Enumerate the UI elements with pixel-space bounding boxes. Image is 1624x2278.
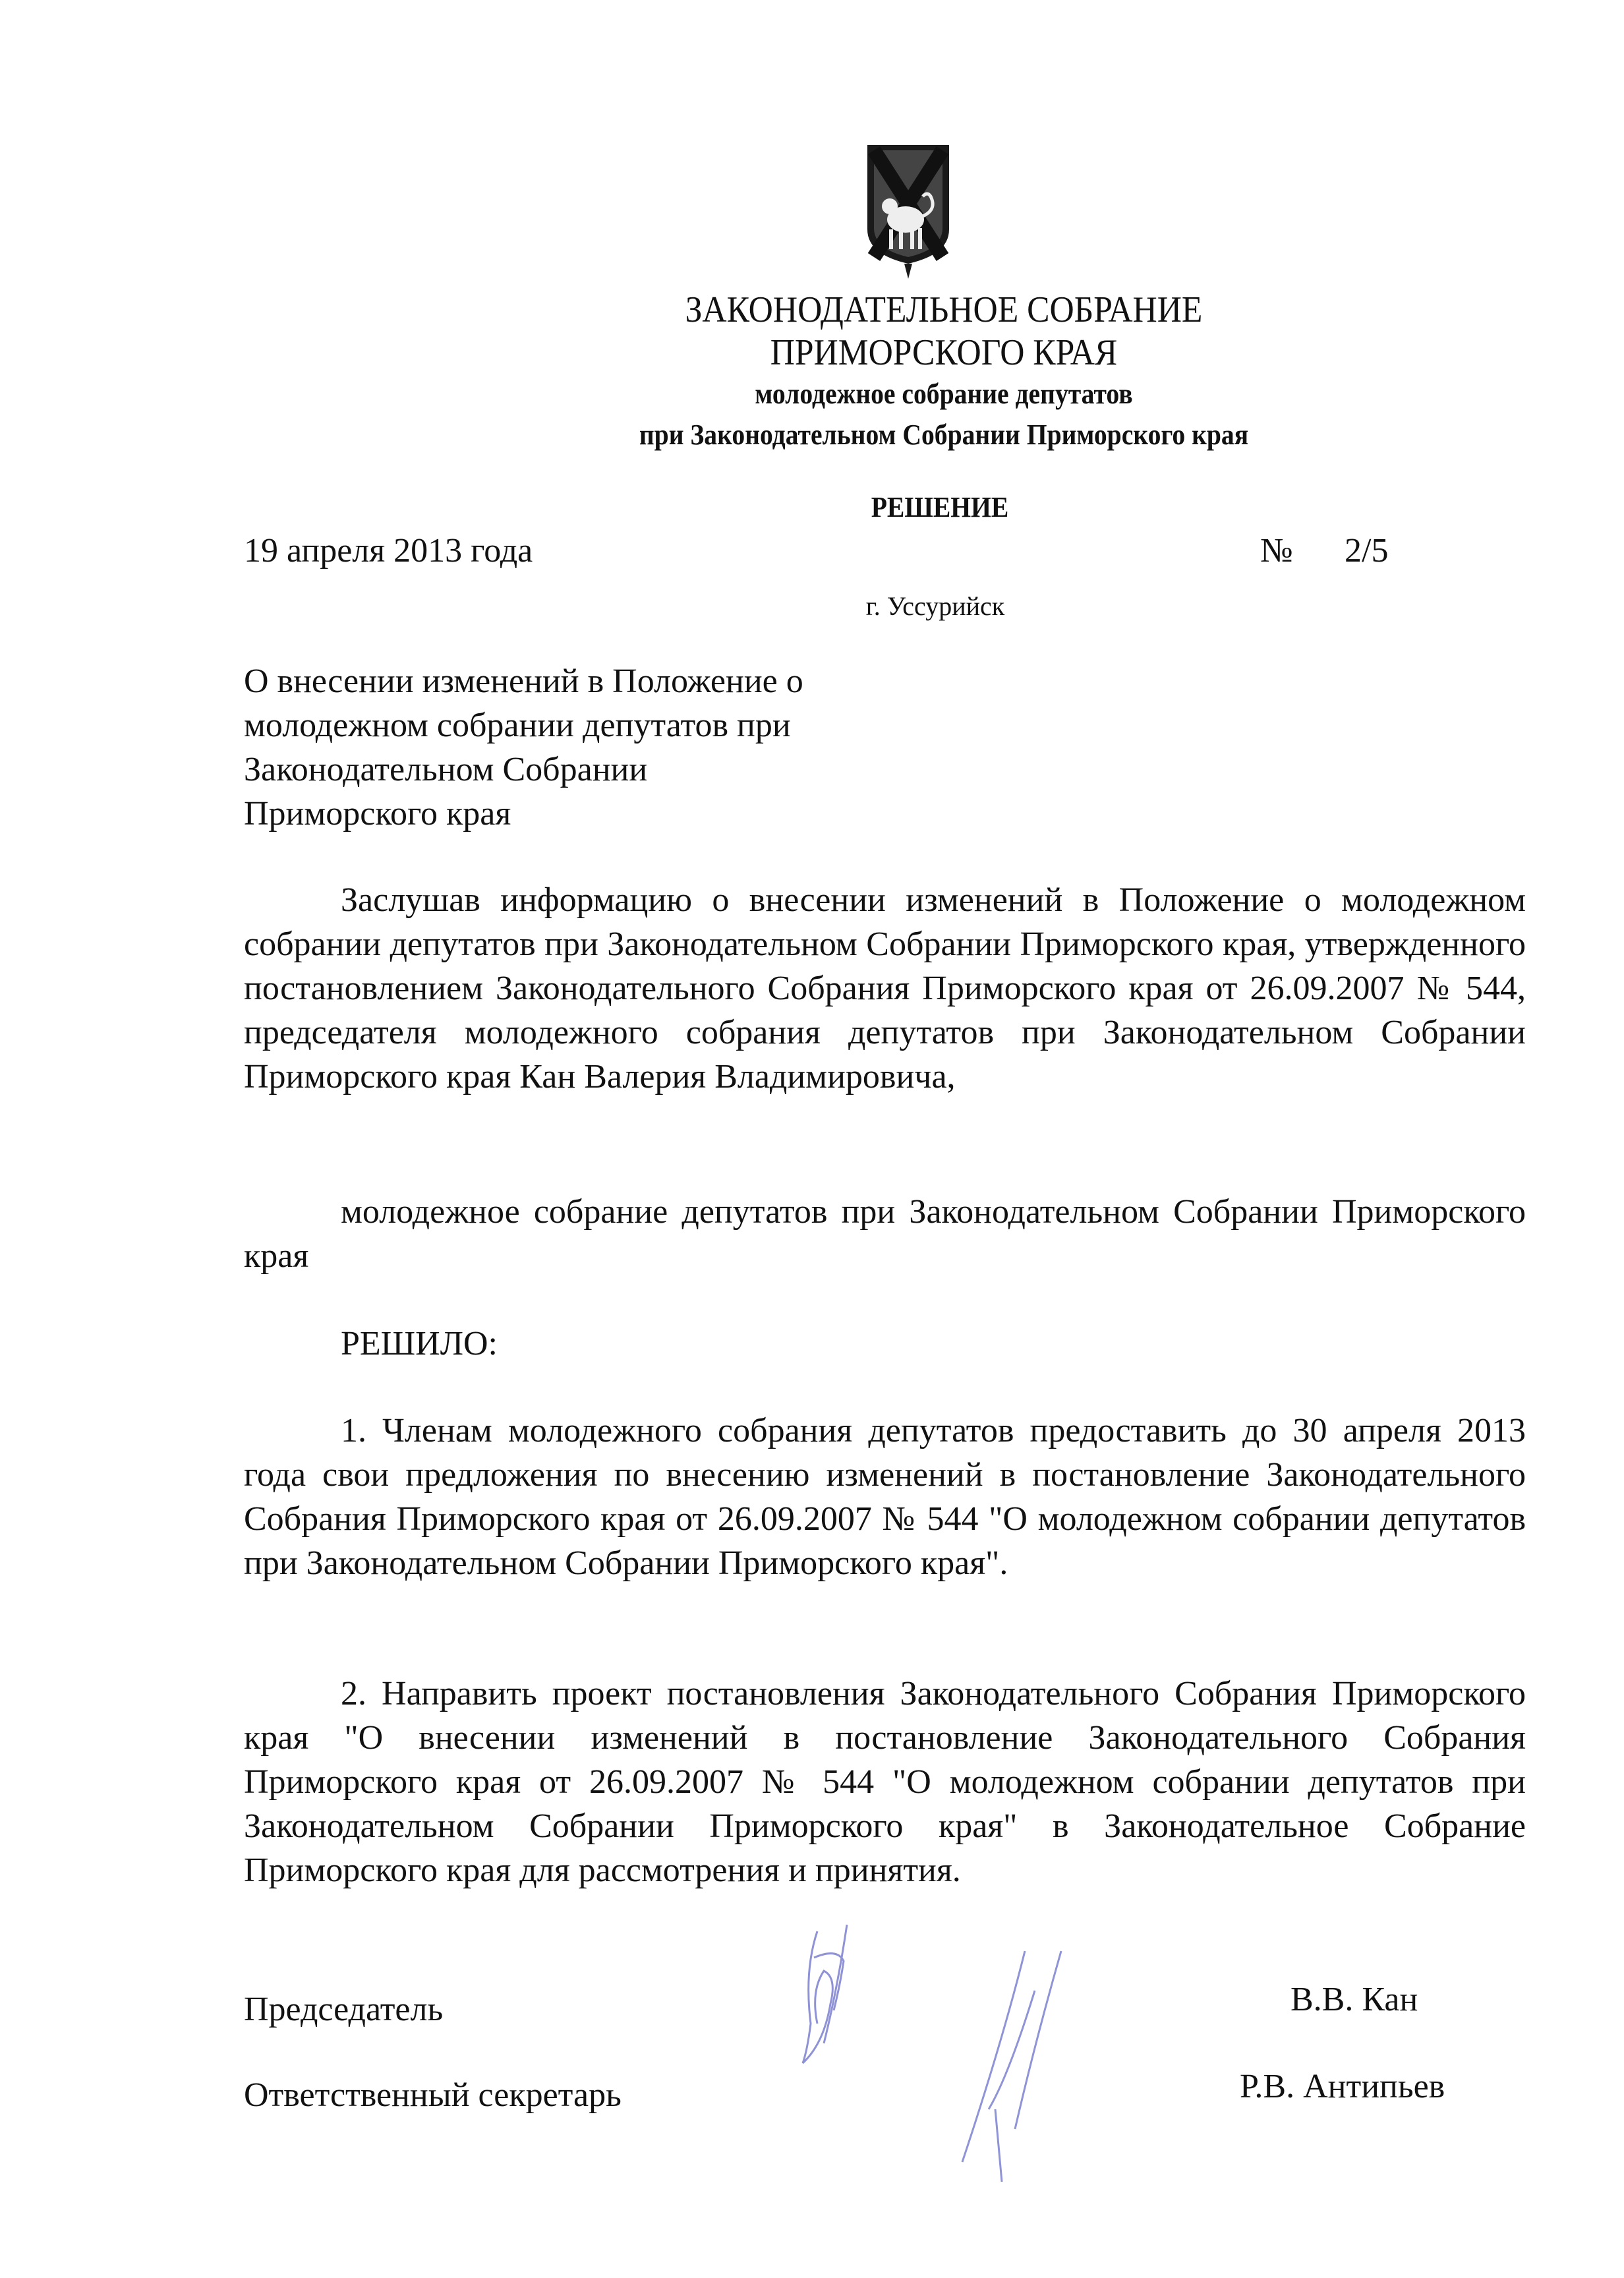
preamble-text: Заслушав информацию о внесении изменений в Положение о молодежном собрании депутатов при Законодательном Собрании Приморского края, утвержденного постановлением Законодательного Собрания Приморского края от 26.09.2007 № 544, председателя молодежного собрания депутатов при Законодательном Собрании Приморского края Кан Валерия Владимировича,	[244, 881, 1526, 1095]
secretary-title: Ответственный секретарь	[244, 2076, 622, 2114]
document-date: 19 апреля 2013 года	[244, 532, 533, 570]
subject-line: О внесении изменений в Положение о	[244, 662, 803, 700]
subject-line: молодежном собрании депутатов при	[244, 707, 791, 744]
subject-line: Законодательном Собрании	[244, 751, 648, 788]
secretary-name: Р.В. Антипьев	[1240, 2068, 1445, 2105]
body-text: молодежное собрание депутатов при Законодательном Собрании Приморского края	[244, 1193, 1526, 1275]
preamble-paragraph	[244, 878, 1526, 1099]
coat-of-arms-emblem	[865, 144, 952, 279]
document-number: 2/5	[1345, 532, 1389, 570]
decision-item-1	[244, 1409, 1526, 1585]
decision-item-2	[244, 1672, 1526, 1892]
document-place: г. Уссурийск	[865, 591, 1005, 621]
org-title-line1: ЗАКОНОДАТЕЛЬНОЕ СОБРАНИЕ	[685, 289, 1203, 330]
subject-block	[244, 659, 803, 836]
org-subtitle-line1: молодежное собрание депутатов	[755, 378, 1133, 410]
body-paragraph	[244, 1190, 1526, 1278]
org-subtitle-line2: при Законодательном Собрании Приморского края	[639, 419, 1249, 451]
handwritten-signatures	[725, 1912, 1186, 2208]
decided-text: РЕШИЛО:	[341, 1325, 498, 1362]
chair-title: Председатель	[244, 1991, 444, 2028]
item-text: 2. Направить проект постановления Законодательного Собрания Приморского края "О внесении изменений в постановление Законодательного Собрания Приморского края от 26.09.2007 № 544 "О молодежном собрании депутатов при Законодательном Собрании Приморского края" в Законодательное Собрание Приморского края для рассмотрения и принятия.	[244, 1675, 1526, 1889]
org-title-line2: ПРИМОРСКОГО КРАЯ	[770, 332, 1118, 373]
chair-name: В.В. Кан	[1290, 1981, 1418, 2018]
number-sign: №	[1260, 532, 1293, 570]
item-text: 1. Членам молодежного собрания депутатов предоставить до 30 апреля 2013 года свои предложения по внесению изменений в постановление Законодательного Собрания Приморского края от 26.09.2007 № 544 "О молодежном собрании депутатов при Законодательном Собрании Приморского края".	[244, 1412, 1526, 1582]
decided-heading	[244, 1322, 1526, 1366]
document-type: РЕШЕНИЕ	[871, 491, 1009, 523]
subject-line: Приморского края	[244, 795, 511, 832]
